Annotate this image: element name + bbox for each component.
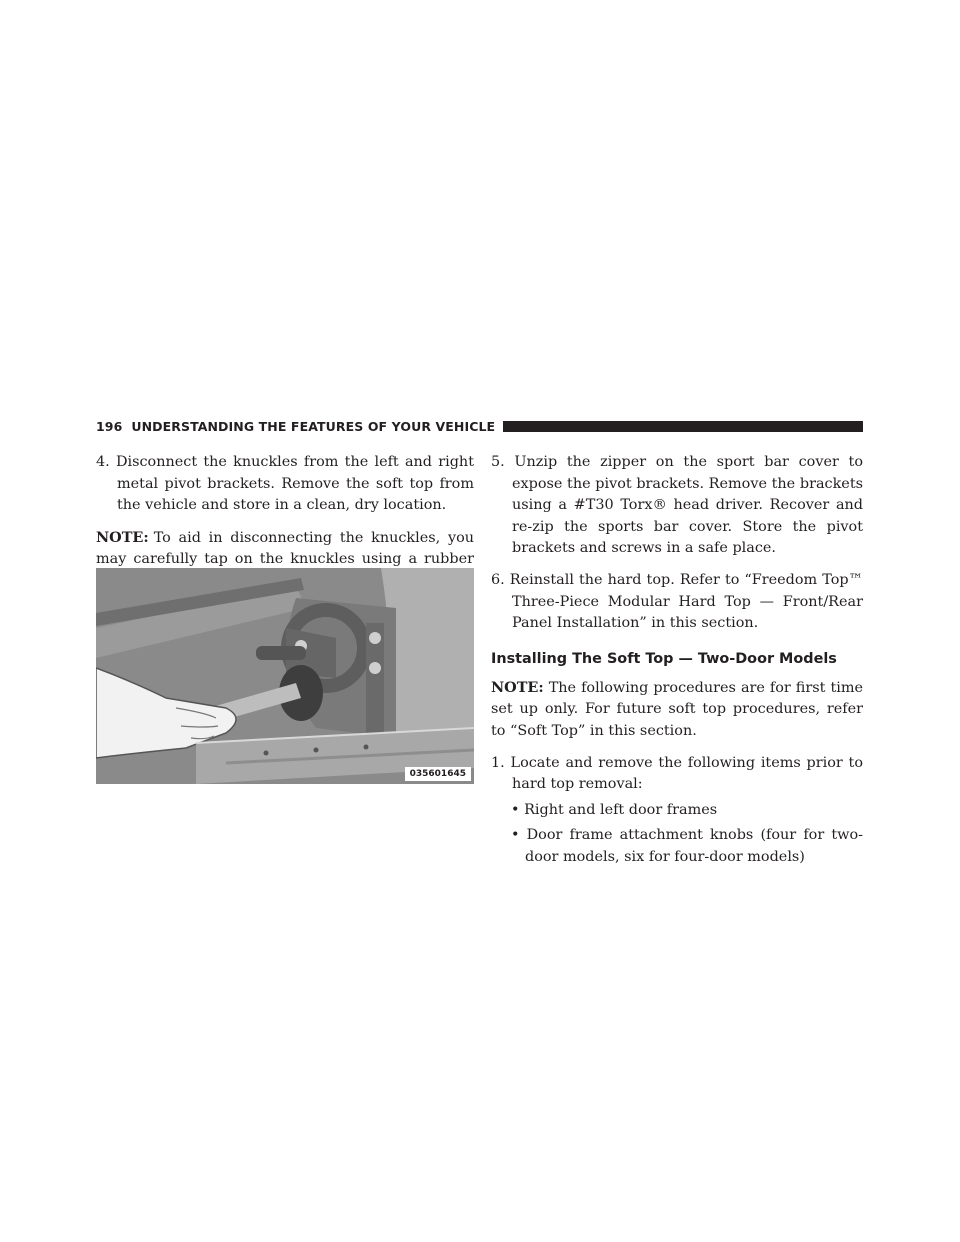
header-text [96,419,495,434]
page-header [96,415,863,437]
header-rule [503,421,863,432]
section-title: UNDERSTANDING THE FEATURES OF YOUR VEHICLE [131,418,496,434]
figure-code: 035601645 [405,767,471,781]
bullet-item: • Door frame attachment knobs (four for two-door models, six for four-door models) [511,827,863,865]
knuckle-tapping-illustration [96,568,474,784]
bullet-text-2: Door frame attachment knobs (four for two-door models, six for four-door models) [525,827,863,865]
bullet-text-1: Right and left door frames [524,801,718,818]
note-label-2: NOTE: [491,678,544,696]
page-number: 196 [96,418,123,434]
right-column [491,452,863,869]
note-text-2: The following procedures are for first time set up only. For future soft top procedures, refer to “Soft Top” in this section. [491,679,863,739]
note-text: To aid in disconnecting the knuckles, you may carefully tap on the knuckles using a rubber [96,529,474,568]
step-1: 1. Locate and remove the following items prior to hard top removal: [491,754,863,793]
step-4: 4. Disconnect the knuckles from the left and right metal pivot brackets. Remove the soft top from the vehicle and store in a clean, dry location. [96,454,474,514]
note-label: NOTE: [96,528,149,546]
bullet-item: • Right and left door frames [511,801,718,818]
step-6: 6. Reinstall the hard top. Refer to “Freedom Top™ Three-Piece Modular Hard Top — Front/Rear Panel Installation” in this section. [491,571,863,632]
step-5: 5. Unzip the zipper on the sport bar cover to expose the pivot brackets. Remove the brackets using a #T30 Torx® head driver. Recover and re-zip the sports bar cover. Store the pivot brackets and screws in a safe place. [491,454,863,557]
note-first-time [491,677,863,743]
section-heading: Installing The Soft Top — Two-Door Models [491,650,837,667]
illustration-graphic [96,568,474,784]
